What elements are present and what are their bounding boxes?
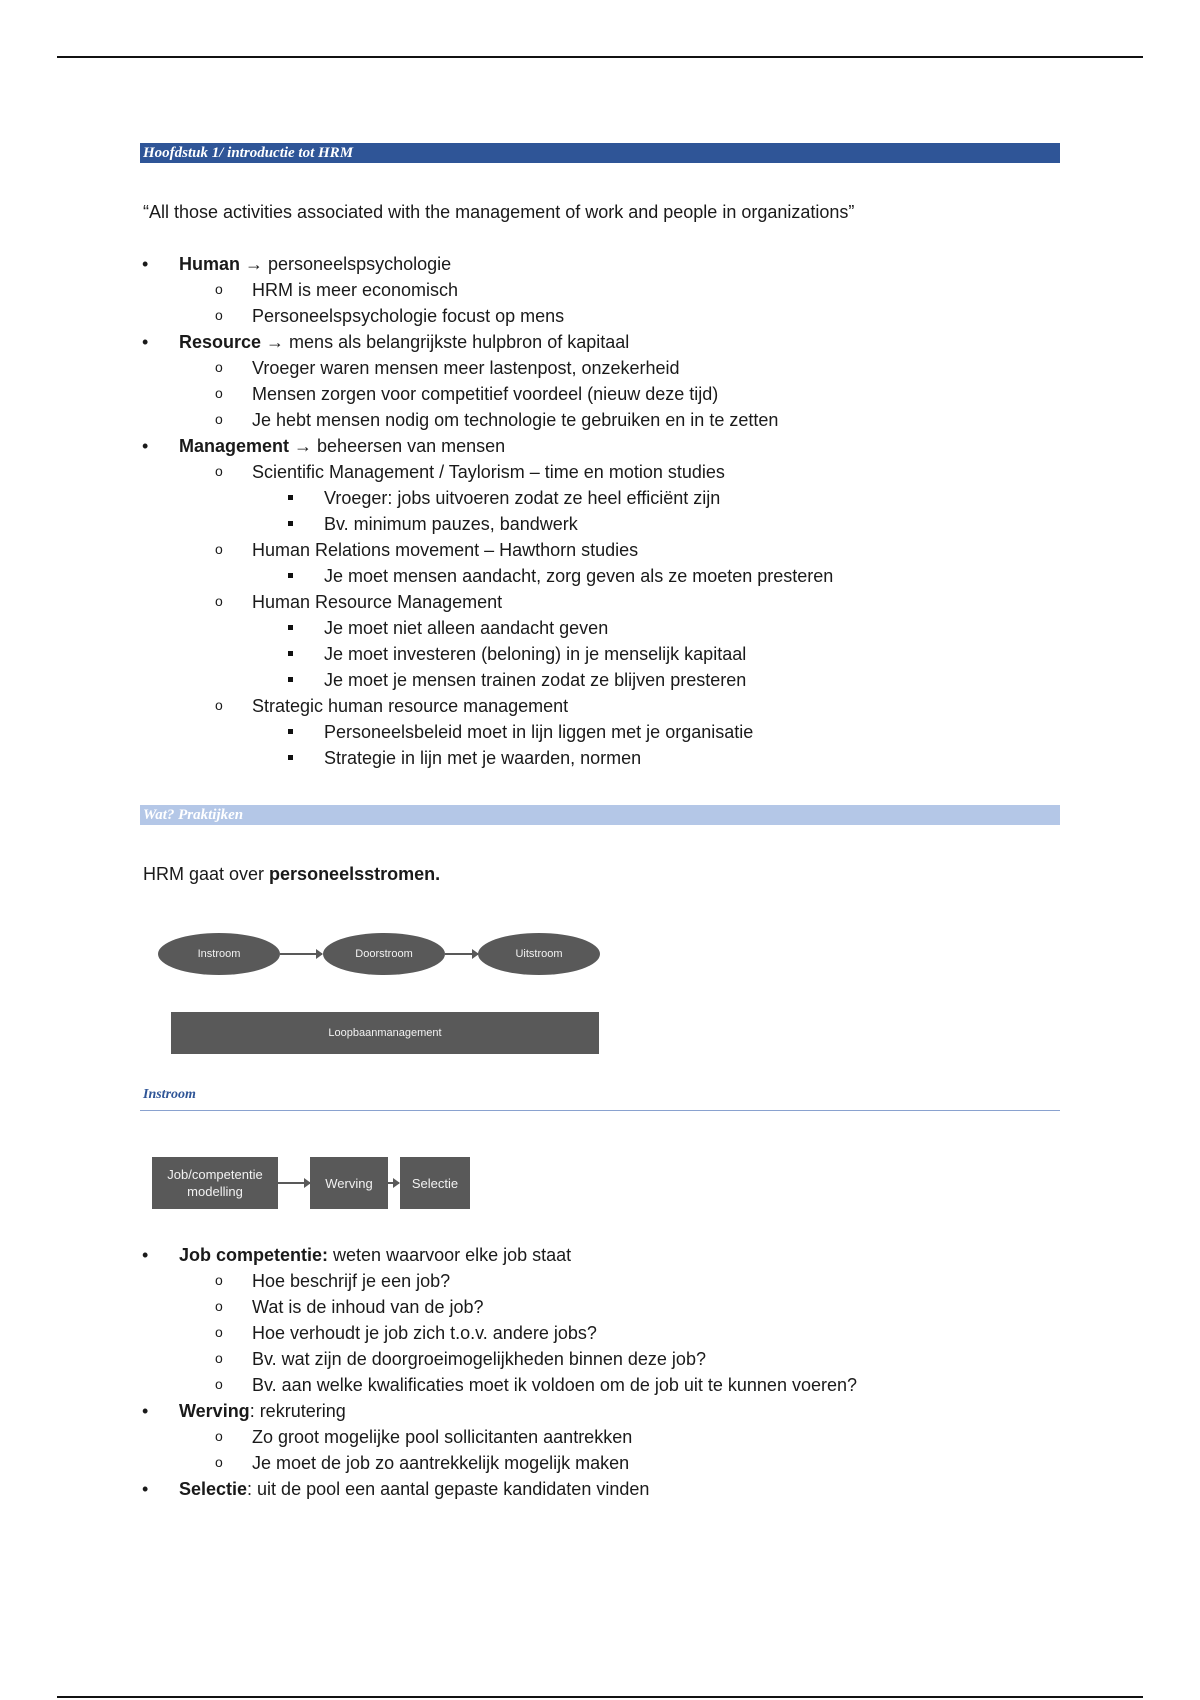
sub-sub-list-item: Vroeger: jobs uitvoeren zodat ze heel efficiënt zijn bbox=[252, 485, 1060, 511]
sub-list-item bbox=[179, 277, 1060, 303]
flow-arrow bbox=[445, 953, 478, 955]
flow-node-instroom: Instroom bbox=[158, 933, 280, 975]
flow-node-uitstroom: Uitstroom bbox=[478, 933, 600, 975]
hrm-term-list bbox=[140, 251, 1060, 771]
flow-box-selectie: Selectie bbox=[400, 1157, 470, 1209]
chapter-heading: Hoofdstuk 1/ introductie tot HRM bbox=[140, 143, 1060, 163]
sub-list-item-text: Mensen zorgen voor competitief voordeel (nieuw deze tijd) bbox=[252, 384, 719, 404]
section-heading: Wat? Praktijken bbox=[140, 805, 1060, 825]
sub-sub-list-item: Je moet je mensen trainen zodat ze blijven presteren bbox=[252, 667, 1060, 693]
sub-list-item-text: Bv. wat zijn de doorgroeimogelijkheden binnen deze job? bbox=[252, 1349, 706, 1369]
list-item-term: Human bbox=[179, 254, 241, 274]
list-item-text: : rekrutering bbox=[249, 1401, 346, 1421]
sub-sub-list-item: Strategie in lijn met je waarden, normen bbox=[252, 745, 1060, 771]
sub-list-item-text: Hoe beschrijf je een job? bbox=[252, 1271, 451, 1291]
sub-list-item-text: Bv. aan welke kwalificaties moet ik voldoen om de job uit te kunnen voeren? bbox=[252, 1375, 858, 1395]
sub-list-item-text: Je moet de job zo aantrekkelijk mogelijk maken bbox=[252, 1453, 630, 1473]
sub-list-item bbox=[179, 1372, 1060, 1398]
flow-arrow bbox=[280, 953, 322, 955]
hrm-flows-line bbox=[143, 864, 440, 885]
list-item-term: Selectie bbox=[179, 1479, 248, 1499]
list-item-text: → personeelspsychologie bbox=[240, 254, 452, 274]
sub-list-item-text: Scientific Management / Taylorism – time en motion studies bbox=[252, 462, 725, 482]
sub-list-item-text: Zo groot mogelijke pool sollicitanten aantrekken bbox=[252, 1427, 633, 1447]
sub-sub-list-item: Bv. minimum pauzes, bandwerk bbox=[252, 511, 1060, 537]
list-item bbox=[140, 251, 1060, 329]
list-item-term: Werving bbox=[179, 1401, 250, 1421]
sub-sub-list-item: Je moet investeren (beloning) in je menselijk kapitaal bbox=[252, 641, 1060, 667]
list-item-term: Job competentie: bbox=[179, 1245, 329, 1265]
header-rule bbox=[57, 56, 1143, 58]
flow-arrow bbox=[388, 1182, 399, 1184]
hrm-definition-quote: “All those activities associated with the management of work and people in organizations” bbox=[143, 202, 855, 222]
sub-list-item-text: Vroeger waren mensen meer lastenpost, onzekerheid bbox=[252, 358, 680, 378]
sub-sub-list-item: Je moet mensen aandacht, zorg geven als ze moeten presteren bbox=[252, 563, 1060, 589]
flow-arrow bbox=[278, 1182, 310, 1184]
sub-list-item-text: Human Relations movement – Hawthorn studies bbox=[252, 540, 639, 560]
flow-box-job-modelling: Job/competentie modelling bbox=[152, 1157, 278, 1209]
hrm-flows-term: personeelsstromen. bbox=[269, 864, 441, 884]
sub-list-item-text: Personeelspsychologie focust op mens bbox=[252, 306, 565, 326]
list-item-text: → beheersen van mensen bbox=[289, 436, 506, 456]
list-item-text: → mens als belangrijkste hulpbron of kapitaal bbox=[261, 332, 630, 352]
sub-list-item-text: Je hebt mensen nodig om technologie te gebruiken en in te zetten bbox=[252, 410, 779, 430]
flow-node-doorstroom: Doorstroom bbox=[323, 933, 445, 975]
sub-list-item bbox=[179, 1346, 1060, 1372]
footer-rule bbox=[57, 1696, 1143, 1698]
list-item bbox=[140, 433, 1060, 771]
list-item-term: Management bbox=[179, 436, 290, 456]
sub-list-item-text: Wat is de inhoud van de job? bbox=[252, 1297, 484, 1317]
subheading-rule bbox=[140, 1110, 1060, 1111]
sub-list-item bbox=[179, 537, 1060, 589]
list-item bbox=[140, 329, 1060, 433]
sub-list-item bbox=[179, 693, 1060, 771]
sub-list-item bbox=[179, 407, 1060, 433]
sub-sub-list-item: Personeelsbeleid moet in lijn liggen met je organisatie bbox=[252, 719, 1060, 745]
sub-list-item bbox=[179, 459, 1060, 537]
sub-list-item-text: Strategic human resource management bbox=[252, 696, 569, 716]
flow-box-werving: Werving bbox=[310, 1157, 388, 1209]
sub-list-item bbox=[179, 1450, 1060, 1476]
sub-list-item bbox=[179, 1294, 1060, 1320]
instroom-term-list bbox=[140, 1242, 1060, 1502]
list-item bbox=[140, 1398, 1060, 1476]
sub-list-item bbox=[179, 303, 1060, 329]
list-item-text: : uit de pool een aantal gepaste kandidaten vinden bbox=[247, 1479, 650, 1499]
instroom-subheading: Instroom bbox=[143, 1087, 196, 1102]
list-item bbox=[140, 1476, 1060, 1502]
sub-list-item bbox=[179, 1424, 1060, 1450]
list-item bbox=[140, 1242, 1060, 1398]
sub-list-item-text: HRM is meer economisch bbox=[252, 280, 459, 300]
sub-sub-list-item: Je moet niet alleen aandacht geven bbox=[252, 615, 1060, 641]
sub-list-item bbox=[179, 381, 1060, 407]
list-item-text: weten waarvoor elke job staat bbox=[328, 1245, 572, 1265]
sub-list-item bbox=[179, 589, 1060, 693]
sub-list-item bbox=[179, 355, 1060, 381]
sub-list-item-text: Human Resource Management bbox=[252, 592, 503, 612]
list-item-term: Resource bbox=[179, 332, 262, 352]
sub-list-item-text: Hoe verhoudt je job zich t.o.v. andere jobs? bbox=[252, 1323, 597, 1343]
sub-list-item bbox=[179, 1320, 1060, 1346]
flow-node-loopbaanmanagement: Loopbaanmanagement bbox=[171, 1012, 599, 1054]
sub-list-item bbox=[179, 1268, 1060, 1294]
hrm-flows-prefix: HRM gaat over bbox=[143, 864, 270, 884]
